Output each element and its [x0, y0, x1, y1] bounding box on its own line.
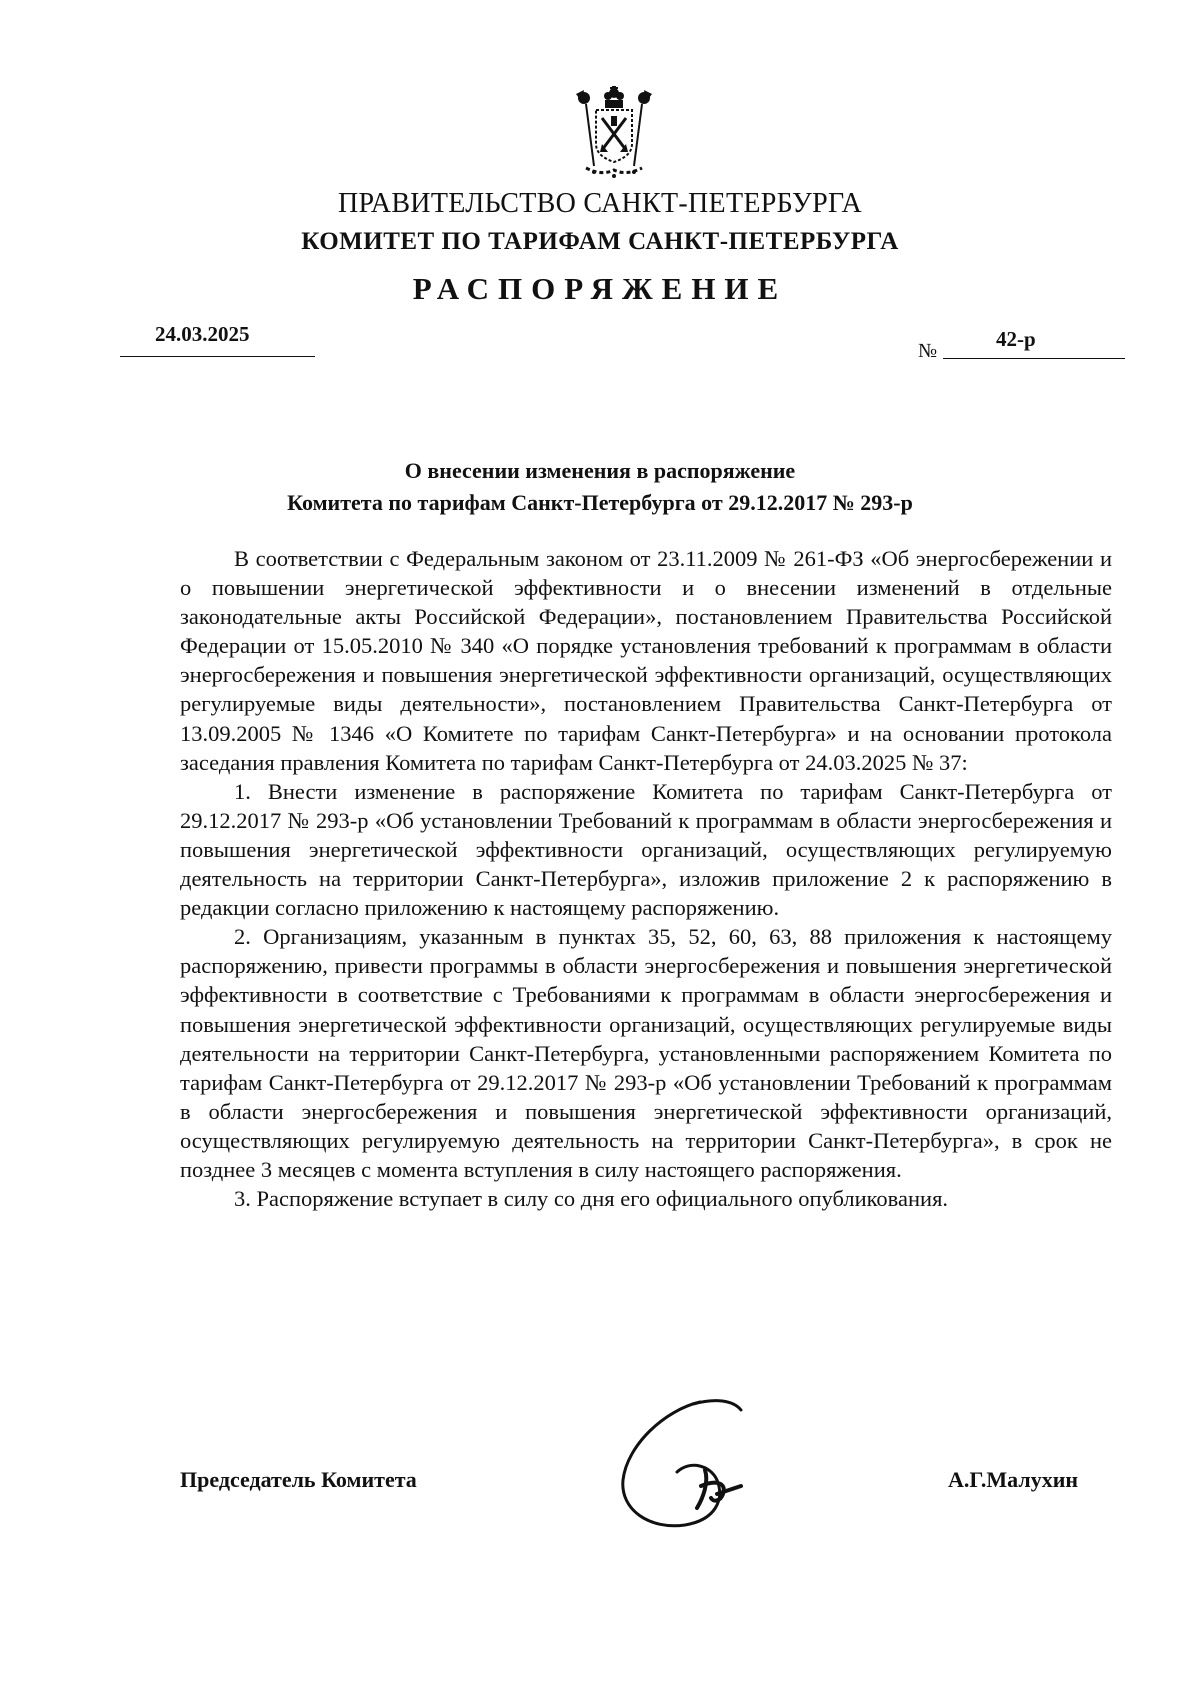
document-date: 24.03.2025	[155, 322, 250, 346]
item-2-paragraph: 2. Организациям, указанным в пунктах 35, 52, 60, 63, 88 приложения к настоящему распоряжению, привести программы в области энергосбережения и повышения энергетической эффективности в соответствие с Требованиями к программам в области энергосбережения и повышения энергетической эффективности организаций, осуществляющих регулируемые виды деятельности на территории Санкт-Петербурга, установленными распоряжением Комитета по тарифам Санкт-Петербурга от 29.12.2017 № 293-р «Об установлении Требований к программам в области энергосбережения и повышения энергетической эффективности организаций, осуществляющих регулируемую деятельность на территории Санкт-Петербурга», в срок не позднее 3 месяцев с момента вступления в силу настоящего распоряжения.	[180, 924, 1112, 1182]
item-3-paragraph: 3. Распоряжение вступает в силу со дня его официального опубликования.	[234, 1186, 949, 1212]
document-type: РАСПОРЯЖЕНИЕ	[412, 271, 788, 306]
number-sign: №	[918, 340, 938, 362]
preamble-paragraph: В соответствии с Федеральным законом от 23.11.2009 № 261-ФЗ «Об энергосбережении и о повышении энергетической эффективности и о внесении изменений в отдельные законодательные акты Российской Федерации», постановлением Правительства Российской Федерации от 15.05.2010 № 340 «О порядке установления требований к программам в области энергосбережения и повышения энергетической эффективности организаций, осуществляющих регулируемые виды деятельности», постановлением Правительства Санкт-Петербурга от 13.09.2005 № 1346 «О Комитете по тарифам Санкт-Петербурга» и на основании протокола заседания правления Комитета по тарифам Санкт-Петербурга от 24.03.2025 № 37:	[180, 546, 1112, 775]
title-line-1: О внесении изменения в распоряжение	[404, 458, 796, 483]
document-number: 42-р	[996, 327, 1036, 351]
number-underline	[943, 358, 1125, 359]
government-name: ПРАВИТЕЛЬСТВО САНКТ-ПЕТЕРБУРГА	[338, 188, 862, 219]
committee-name: КОМИТЕТ ПО ТАРИФАМ САНКТ-ПЕТЕРБУРГА	[301, 228, 899, 255]
handwritten-signature	[605, 1390, 805, 1540]
item-1-paragraph: 1. Внести изменение в распоряжение Комитета по тарифам Санкт-Петербурга от 29.12.2017 № 293-р «Об установлении Требований к программам в области энергосбережения и повышения энергетической эффективности организаций, осуществляющих регулируемую деятельность на территории Санкт-Петербурга», изложив приложение 2 к распоряжению в редакции согласно приложению к настоящему распоряжению.	[180, 778, 1112, 921]
signatory-title: Председатель Комитета	[180, 1467, 417, 1492]
coat-of-arms-icon	[572, 86, 656, 182]
date-underline	[120, 356, 315, 357]
document-title	[0, 455, 1200, 519]
title-line-2: Комитета по тарифам Санкт-Петербурга от 29.12.2017 № 293-р	[287, 490, 913, 515]
signatory-name: А.Г.Малухин	[948, 1467, 1079, 1492]
document-body	[180, 544, 1112, 1213]
